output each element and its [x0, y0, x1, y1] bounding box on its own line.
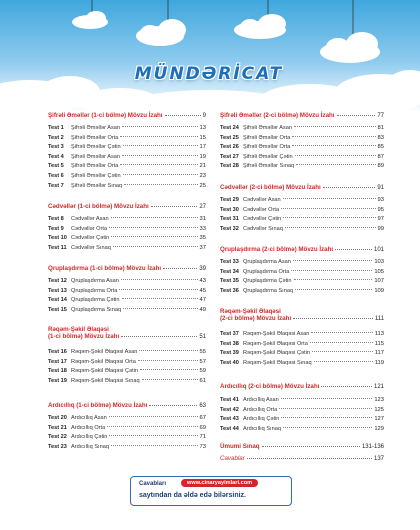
test-number: Test 23 — [48, 443, 67, 450]
page-number: 69 — [199, 424, 206, 431]
banner-text: Cavabları — [139, 481, 167, 487]
test-number: Test 8 — [48, 216, 64, 222]
test-number: Test 21 — [48, 424, 67, 431]
clouds-illustration — [0, 0, 420, 112]
test-label: Ardıcıllıq Sınaq — [71, 443, 109, 450]
toc-row — [220, 330, 384, 340]
toc-row — [48, 234, 206, 244]
toc-row — [48, 358, 206, 368]
toc-heading: Rəqəm-Şəkil Əlaqəsi — [220, 308, 281, 315]
toc-row — [220, 206, 384, 216]
toc-heading: Ardıcıllıq (1-ci bölmə) Mövzu İzahı 63 — [48, 402, 206, 409]
toc-row — [220, 277, 384, 287]
page-number: 13 — [199, 125, 206, 131]
test-number: Test 22 — [48, 434, 67, 441]
page-number: 61 — [199, 377, 206, 384]
test-number: Test 29 — [220, 197, 239, 203]
toc-row — [48, 182, 206, 192]
toc-section — [220, 112, 384, 119]
page-number: 47 — [199, 297, 206, 304]
toc-group — [48, 348, 206, 386]
toc-group — [48, 215, 206, 253]
test-label: Şifrəli Əməllər Asan — [243, 125, 292, 131]
page-number: 119 — [374, 359, 384, 366]
test-label: Şifrəli Əməllər Çətin — [71, 172, 121, 179]
toc-section — [220, 308, 384, 322]
test-number: Test 37 — [220, 331, 239, 337]
page-number: 103 — [374, 259, 384, 265]
test-label: Ardıcıllıq Sınaq — [243, 425, 281, 432]
test-number: Test 20 — [48, 415, 67, 421]
page-number: 17 — [199, 144, 206, 151]
toc-row — [220, 143, 384, 153]
test-number: Test 42 — [220, 406, 239, 413]
test-label: Cədvəllər Çətin — [243, 216, 282, 223]
toc-row — [48, 172, 206, 182]
toc-section — [220, 455, 384, 462]
page-number: 71 — [199, 434, 206, 441]
toc-row — [48, 287, 206, 297]
toc-row — [220, 340, 384, 350]
toc-row — [220, 162, 384, 172]
test-number: Test 11 — [48, 244, 67, 251]
test-label: Rəqəm-Şəkil Əlaqəsi Orta — [243, 340, 308, 347]
answers-banner — [130, 476, 292, 506]
page-number: 25 — [199, 182, 206, 189]
page-number: 95 — [377, 206, 384, 213]
toc-row — [48, 244, 206, 254]
test-number: Test 3 — [48, 144, 64, 151]
test-number: Test 35 — [220, 278, 239, 285]
toc-heading: Qruplaşdırma (1-ci bölmə) Mövzu İzahı 39 — [48, 265, 206, 272]
test-number: Test 27 — [220, 153, 239, 160]
test-number: Test 34 — [220, 268, 239, 275]
toc-heading: Şifrəli Əməllər (2-ci bölmə) Mövzu İzahı 77 — [220, 112, 384, 119]
test-number: Test 13 — [48, 287, 67, 294]
test-label: Şifrəli Əməllər Orta — [71, 134, 119, 141]
test-label: Rəqəm-Şəkil Əlaqəsi Orta — [71, 358, 136, 365]
test-label: Qruplaşdırma Çətin — [243, 278, 292, 285]
test-label: Rəqəm-Şəkil Əlaqəsi Çətin — [71, 368, 139, 375]
website-link[interactable]: www.cinaryayimlari.com — [181, 479, 258, 487]
page-number: 81 — [377, 125, 384, 131]
test-label: Ardıcıllıq Asan — [71, 415, 107, 421]
page-number: 97 — [377, 216, 384, 223]
test-number: Test 33 — [220, 259, 239, 265]
page-number: 93 — [377, 197, 384, 203]
toc-row — [220, 153, 384, 163]
toc-group — [48, 414, 206, 452]
toc-row — [48, 143, 206, 153]
test-label: Şifrəli Əməllər Orta — [243, 144, 291, 151]
test-label: Qruplaşdırma Sınaq — [243, 287, 294, 294]
toc-row — [48, 225, 206, 235]
test-number: Test 41 — [220, 397, 239, 403]
test-label: Qruplaşdırma Asan — [71, 278, 119, 284]
toc-row — [220, 359, 384, 369]
toc-row — [220, 215, 384, 225]
toc-row — [48, 348, 206, 358]
page-number: 107 — [374, 278, 384, 285]
toc-row — [48, 377, 206, 387]
test-label: Şifrəli Əməllər Çətin — [71, 144, 121, 151]
test-number: Test 32 — [220, 225, 239, 232]
toc-row — [48, 296, 206, 306]
page-number: 99 — [377, 225, 384, 232]
toc-row — [48, 124, 206, 134]
test-label: Rəqəm-Şəkil Əlaqəsi Sınaq — [243, 359, 312, 366]
test-number: Test 12 — [48, 278, 67, 284]
page-number: 45 — [199, 287, 206, 294]
test-label: Şifrəli Əməllər Orta — [243, 134, 291, 141]
test-number: Test 16 — [48, 349, 67, 355]
page-number: 21 — [199, 163, 206, 170]
toc-row — [48, 367, 206, 377]
page-number: 123 — [374, 397, 384, 403]
toc-heading: Rəqəm-Şəkil Əlaqəsi — [48, 326, 109, 333]
toc-row — [48, 134, 206, 144]
test-label: Cədvəllər Sınaq — [243, 225, 283, 232]
test-label: Şifrəli Əməllər Asan — [71, 153, 120, 160]
test-label: Cədvəllər Sınaq — [71, 244, 111, 251]
test-number: Test 26 — [220, 144, 239, 151]
test-label: Şifrəli Əməllər Orta — [71, 163, 119, 170]
test-number: Test 36 — [220, 287, 239, 294]
toc-section — [48, 326, 206, 340]
page-number: 57 — [199, 358, 206, 365]
toc-row — [48, 433, 206, 443]
test-label: Şifrəli Əməllər Çətin — [243, 153, 293, 160]
test-number: Test 7 — [48, 182, 64, 189]
test-label: Cədvəllər Çətin — [71, 235, 110, 242]
page-number: 33 — [199, 225, 206, 232]
page-number: 85 — [377, 144, 384, 151]
toc-heading: Cavablar 137 — [220, 455, 384, 462]
toc-section — [48, 402, 206, 409]
toc-heading: (2-ci bölmə) Mövzu İzahı 111 — [220, 315, 384, 322]
test-number: Test 14 — [48, 297, 67, 304]
toc-row — [220, 258, 384, 268]
test-label: Ardıcıllıq Çətin — [243, 416, 280, 423]
test-label: Qruplaşdırma Sınaq — [71, 306, 122, 313]
toc-row — [220, 425, 384, 435]
test-number: Test 15 — [48, 306, 67, 313]
test-label: Rəqəm-Şəkil Əlaqəsi Asan — [243, 331, 310, 337]
test-label: Rəqəm-Şəkil Əlaqəsi Sınaq — [71, 377, 140, 384]
test-number: Test 28 — [220, 163, 239, 170]
toc-section — [220, 443, 384, 450]
test-label: Ardıcıllıq Asan — [243, 397, 279, 403]
toc-row — [48, 215, 206, 225]
page-title: MÜNDƏRİCAT — [134, 64, 284, 84]
test-number: Test 5 — [48, 163, 64, 170]
test-number: Test 2 — [48, 134, 64, 141]
test-number: Test 10 — [48, 235, 67, 242]
toc-section — [220, 246, 384, 253]
toc-section — [48, 112, 206, 119]
page-number: 125 — [374, 406, 384, 413]
toc-row — [220, 396, 384, 406]
test-number: Test 25 — [220, 134, 239, 141]
page-number: 89 — [377, 163, 384, 170]
test-number: Test 4 — [48, 153, 64, 160]
test-label: Qruplaşdırma Orta — [71, 287, 118, 294]
toc-heading: (1-ci bölmə) Mövzu İzahı 51 — [48, 333, 206, 340]
test-number: Test 17 — [48, 358, 67, 365]
test-label: Cədvəllər Orta — [243, 206, 280, 213]
page-number: 15 — [199, 134, 206, 141]
test-number: Test 1 — [48, 125, 64, 131]
page-number: 23 — [199, 172, 206, 179]
banner-text: saytından da əldə edə bilərsiniz. — [139, 492, 246, 499]
toc-group — [220, 396, 384, 434]
title-banner — [134, 62, 284, 86]
toc-section — [48, 265, 206, 272]
page-number: 37 — [199, 244, 206, 251]
test-number: Test 18 — [48, 368, 67, 375]
test-number: Test 44 — [220, 425, 239, 432]
page-number: 127 — [374, 416, 384, 423]
toc-row — [220, 225, 384, 235]
toc-heading: Cədvəllər (1-ci bölmə) Mövzu İzahı 27 — [48, 203, 206, 210]
toc-row — [220, 124, 384, 134]
page-number: 35 — [199, 235, 206, 242]
test-label: Şifrəli Əməllər Asan — [71, 125, 120, 131]
page-number: 87 — [377, 153, 384, 160]
page-number: 83 — [377, 134, 384, 141]
toc-heading: Şifrəli Əməllər (1-ci bölmə) Mövzu İzahı 9 — [48, 112, 206, 119]
test-label: Ardıcıllıq Orta — [71, 424, 106, 431]
toc-row — [48, 277, 206, 287]
page-number: 43 — [199, 278, 206, 284]
page-number: 117 — [374, 350, 384, 357]
test-label: Cədvəllər Asan — [71, 216, 109, 222]
toc-heading: Ardıcıllıq (2-ci bölmə) Mövzu İzahı 121 — [220, 383, 384, 390]
page-number: 109 — [374, 287, 384, 294]
test-label: Ardıcıllıq Orta — [243, 406, 278, 413]
page-number: 115 — [374, 340, 384, 347]
test-number: Test 38 — [220, 340, 239, 347]
toc-group — [48, 124, 206, 191]
test-label: Rəqəm-Şəkil Əlaqəsi Asan — [71, 349, 138, 355]
test-label: Qruplaşdırma Asan — [243, 259, 291, 265]
toc-heading: Ümumi Sınaq 131-136 — [220, 443, 384, 450]
toc-group — [48, 277, 206, 315]
test-label: Cədvəllər Orta — [71, 225, 108, 232]
sky-header — [0, 0, 420, 112]
toc-row — [220, 287, 384, 297]
toc-row — [48, 414, 206, 424]
toc-row — [220, 349, 384, 359]
test-label: Qruplaşdırma Orta — [243, 268, 290, 275]
test-label: Ardıcıllıq Çətin — [71, 434, 108, 441]
toc-row — [48, 443, 206, 453]
test-number: Test 19 — [48, 377, 67, 384]
toc-row — [220, 268, 384, 278]
toc-row — [48, 153, 206, 163]
toc-section — [48, 203, 206, 210]
page-number: 129 — [374, 425, 384, 432]
toc-row — [48, 162, 206, 172]
test-label: Şifrəli Əməllər Sınaq — [243, 163, 295, 170]
page-number: 59 — [199, 368, 206, 375]
page-number: 105 — [374, 268, 384, 275]
test-label: Qruplaşdırma Çətin — [71, 297, 120, 304]
toc-section — [220, 184, 384, 191]
test-number: Test 9 — [48, 225, 64, 232]
toc-group — [220, 196, 384, 234]
page-number: 55 — [199, 349, 206, 355]
toc-heading: Cədvəllər (2-ci bölmə) Mövzu İzahı 91 — [220, 184, 384, 191]
toc-row — [220, 196, 384, 206]
test-number: Test 24 — [220, 125, 239, 131]
test-number: Test 40 — [220, 359, 239, 366]
toc-group — [220, 124, 384, 172]
toc-row — [48, 424, 206, 434]
test-number: Test 39 — [220, 350, 239, 357]
page-number: 19 — [199, 153, 206, 160]
toc-group — [220, 258, 384, 296]
test-number: Test 43 — [220, 416, 239, 423]
toc-group — [220, 330, 384, 368]
page-number: 67 — [199, 415, 206, 421]
page-number: 31 — [199, 216, 206, 222]
test-number: Test 6 — [48, 172, 64, 179]
toc-row — [220, 134, 384, 144]
test-label: Rəqəm-Şəkil Əlaqəsi Çətin — [243, 350, 311, 357]
test-label: Cədvəllər Asan — [243, 197, 281, 203]
page-number: 113 — [374, 331, 384, 337]
toc-row — [220, 415, 384, 425]
test-label: Şifrəli Əməllər Sınaq — [71, 182, 123, 189]
page-number: 49 — [199, 306, 206, 313]
toc-row — [48, 306, 206, 316]
page-number: 73 — [199, 443, 206, 450]
test-number: Test 31 — [220, 216, 239, 223]
toc-row — [220, 406, 384, 416]
toc-heading: Qruplaşdırma (2-ci bölmə) Mövzu İzahı 101 — [220, 246, 384, 253]
toc-section — [220, 383, 384, 390]
test-number: Test 30 — [220, 206, 239, 213]
